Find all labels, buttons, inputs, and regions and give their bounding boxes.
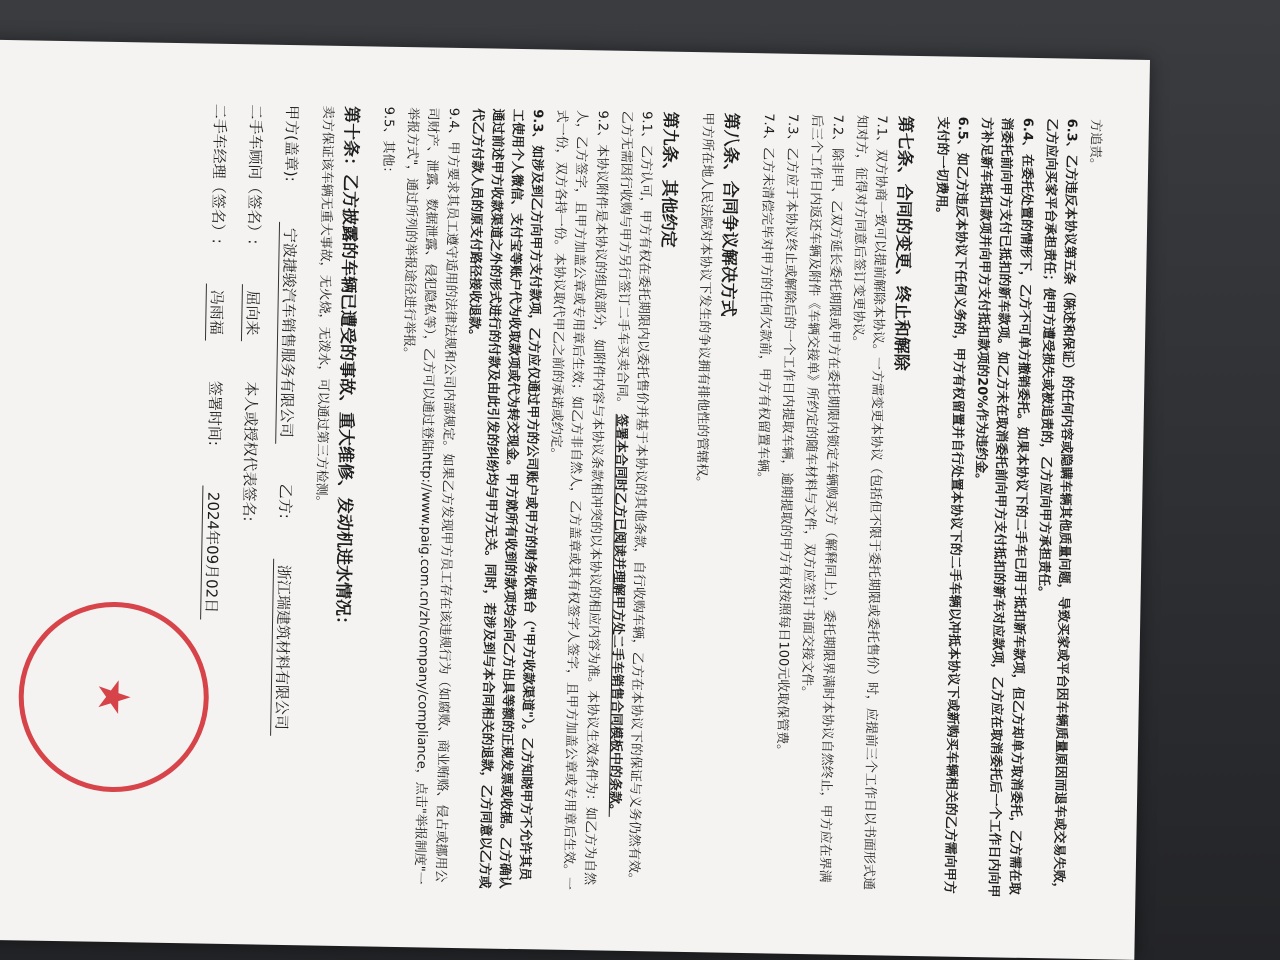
clause-6-5: 6.5、如乙方违反本协议下任何义务的，甲方有权留置并自行处置本协议下的二手车辆以冲抵本协议下或新购买车辆相关的乙方需向甲方支付的一切费用。 — [933, 116, 971, 894]
party-a-value: 宁波捷骏汽车销售服务有限公司 — [275, 222, 301, 444]
contract-page — [0, 39, 1150, 959]
section-7-heading: 第七条、合同的变更、终止和解除 — [890, 115, 915, 371]
clause-9-5: 9.5、其他： — [380, 106, 397, 180]
company-seal — [17, 600, 210, 793]
top-line: 方追责。 — [1087, 118, 1103, 172]
clause-7-3: 7.3、乙方应于本协议终止或解除后的一个工作日内提取车辆，逾期提取的甲方有权按照每日100元收取保管费。 — [774, 113, 801, 758]
signature-row-1 — [267, 105, 303, 885]
manager-label: 二手车经理（签名）: — [208, 103, 230, 244]
party-b-value: 浙江瑞建筑材料有限公司 — [270, 559, 295, 736]
clause-8: 甲方所在地人民法院对本协议下发生的争议拥有排他性的管辖权。 — [693, 112, 716, 490]
clause-9-3: 9.3、如涉及到乙方向甲方支付款项，乙方应仅通过甲方的公司账户或甲方的财务收银台（"甲方收款渠道"）。乙方知晓甲方不允许其员工使用个人微信、支付宝等账户代为收取款项或代为转交现金。甲方就所有收到的款项均会向乙方出具等额的正规发票或收据。乙方确认通过前述甲方收款渠道之外的形式进行的付款及由此引发的纠纷均与甲方无关。同时，若涉及到与本合同相关的退款，乙方同意以乙方或代乙方付款人员的原支付路径接收退款。 — [465, 108, 546, 889]
clause-9-4: 9.4、甲方要求其员工遵守适用的法律法规和公司内部规定。如果乙方发现甲方员工存在该违规行为（如腐败、商业贿赂、侵占或挪用公司财产、泄露、数据泄露、侵犯隐私等），乙方可以通过登陆http://www.paig.com.cn/zh/company/compliance，点击"举报制度"一举报方式"，通过所列的举报途径进行举报。 — [400, 107, 461, 885]
signature-row-3 — [195, 104, 231, 884]
advisor-label: 二手车顾问（签名）: — [244, 104, 266, 245]
seal-star-icon: ★ — [87, 676, 140, 718]
clause-9-1-underlined: 签署本合同时乙方已阅读并理解甲方处二手车销售合同模板中的条款。 — [606, 413, 629, 818]
clause-6-3: 6.3、乙方违反本协议第五条（陈述和保证）的任何内容或隐瞒车辆其他质量问题，导致买家或平台因车辆质量原因而退车或交易失败，乙方应向买家平台承担责任；使甲方遭受损失或被追责的，乙方应向甲方承担责任。 — [1035, 118, 1079, 896]
clause-7-4: 7.4、乙方未清偿完毕对甲方的任何欠款前，甲方有权留置车辆。 — [754, 113, 777, 486]
clause-6-4: 6.4、在委托处置的情形下，乙方不可单方撤销委托。如果本协议下的二手车已用于抵扣新车款项，但乙方却单方取消委托，乙方需在取消委托前向甲方支付已抵扣的新车款项。如乙方未在取消委托前向甲方支付抵扣的新车对应款项，乙方应在取消委托后一个工作日内向甲方补足新车抵扣款项并向甲方支付抵扣款项的20%作为违约金。 — [972, 117, 1035, 898]
party-b-label: 乙方: — [275, 483, 295, 519]
signature-row-2 — [231, 104, 267, 884]
clause-10: 卖方保证该车辆无重大事故，无火烧，无泼水，可以通过第三方检测。 — [313, 105, 336, 509]
clause-7-2: 7.2、除非甲、乙双方延长委托期限或甲方在委托期限内锁定车辆购买方（解释同上），委托期限界满时本协议自然终止，甲方应在界满后三个工作日内返还车辆及附件《车辆交接单》所约定的随车材料与文件，双方应签订书面交接文件。 — [799, 114, 845, 883]
clause-9-2: 9.2、本协议附件是本协议的组成部分，如附件内容与本协议条款相冲突的以本协议的相应内容为准。本协议生效条件为：如乙方为自然人，乙方签字，且甲方加盖公章或专用章后生效；如乙方非自然人，乙方盖章或其有权签字人签字，且甲方加盖公章或专用章后生效。一式一份，双方各持一份。本协议取代甲乙之前的承诺或约定。 — [548, 109, 610, 891]
section-10-heading: 第十条：乙方披露的车辆已遭受的事故、重大维修、发动机进水情况： — [331, 105, 362, 634]
clause-9-1-text: 9.1、乙方认可，甲方有权在委托期限内以委托售价并基于本协议的其他条款，自行收购车辆，乙方在本协议下的保证与义务仍然有效。乙方无需因行收购与甲方另行签订二手车买卖合同。 — [613, 110, 654, 886]
manager-value: 冯雨福 — [205, 284, 228, 341]
self-sign-label: 本人或授权代表签名: — [239, 381, 261, 522]
section-9-heading: 第九条、其他约定 — [657, 111, 680, 248]
clause-7-1: 7.1、双方协商一致可以提前解除本协议。一方需变更本协议（包括但不限于委托期限或委托售价）时，应提前三个工作日以书面形式通知对方，征得对方同意后签订变更协议。 — [849, 114, 889, 891]
party-a-label: 甲方(盖章): — [281, 104, 302, 182]
section-8-heading: 第八条、合同争议解决方式 — [717, 112, 742, 317]
advisor-value: 屈向来 — [241, 284, 264, 341]
date-value: 2024年09月02日 — [200, 486, 224, 620]
date-label: 签署时间: — [205, 380, 225, 447]
